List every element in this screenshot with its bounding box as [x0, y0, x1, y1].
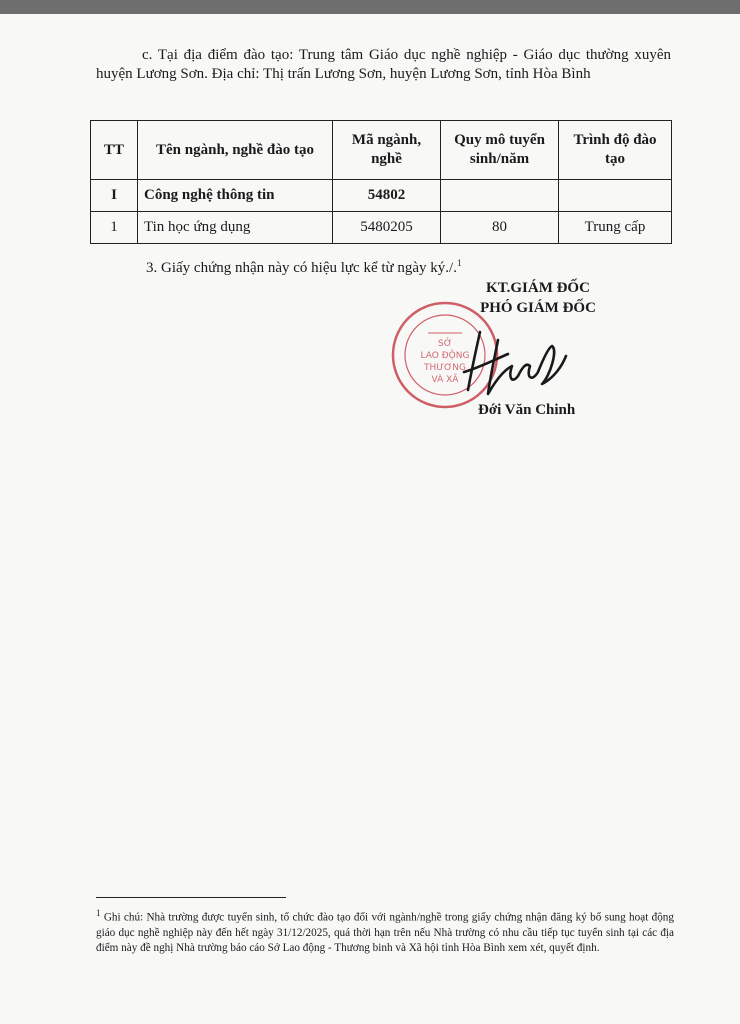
cell-tt: I: [91, 180, 138, 212]
cell-scale: [441, 180, 559, 212]
footnote-separator: [96, 897, 286, 898]
table-row: [91, 212, 672, 244]
svg-text:VÀ XÃ: VÀ XÃ: [431, 375, 459, 385]
svg-text:LAO ĐỘNG: LAO ĐỘNG: [420, 351, 470, 361]
validity-text: 3. Giấy chứng nhận này có hiệu lực kể từ ngày ký./.: [146, 260, 457, 276]
footnote-reference: 1: [456, 258, 462, 268]
footnote-text: Ghi chú: Nhà trường được tuyển sinh, tổ chức đào tạo đối với ngành/nghề trong giấy chứng nhận đăng ký bổ sung hoạt động giáo dục nghề nghiệp này đến hết ngày 31/12/2025, quá thời hạn trên nếu Nhà trường có nhu cầu tiếp tục tuyển sinh tại các địa điểm này đề nghị Nhà trường báo cáo Sở Lao động - Thương binh và Xã hội tỉnh Hòa Bình xem xét, quyết định.: [96, 911, 674, 954]
header-code: Mã ngành, nghề: [333, 121, 441, 180]
cell-scale: 80: [441, 212, 559, 244]
header-tt: TT: [91, 121, 138, 180]
training-table: [90, 120, 672, 244]
cell-name: Tin học ứng dụng: [138, 212, 333, 244]
section-c-paragraph: c. Tại địa điểm đào tạo: Trung tâm Giáo dục nghề nghiệp - Giáo dục thường xuyên huyện Lương Sơn. Địa chỉ: Thị trấn Lương Sơn, huyện Lương Sơn, tỉnh Hòa Bình: [96, 47, 671, 82]
header-name: Tên ngành, nghề đào tạo: [138, 121, 333, 180]
header-level: Trình độ đào tạo: [559, 121, 672, 180]
table-header-row: [91, 121, 672, 180]
header-scale: Quy mô tuyển sinh/năm: [441, 121, 559, 180]
footnote-marker: 1: [96, 908, 101, 918]
cell-level: Trung cấp: [559, 212, 672, 244]
footnote: [96, 906, 674, 956]
scan-top-edge: [0, 0, 740, 14]
table-row: [91, 180, 672, 212]
signer-authority-line1: KT.GIÁM ĐỐC: [486, 280, 590, 296]
cell-code: 54802: [333, 180, 441, 212]
validity-statement: [146, 258, 461, 277]
svg-text:SỞ: SỞ: [438, 339, 452, 349]
svg-text:THƯƠNG: THƯƠNG: [424, 363, 466, 373]
cell-code: 5480205: [333, 212, 441, 244]
cell-name: Công nghệ thông tin: [138, 180, 333, 212]
signer-authority-line2: PHÓ GIÁM ĐỐC: [480, 300, 596, 316]
signer-name: Đới Văn Chinh: [478, 402, 576, 418]
cell-level: [559, 180, 672, 212]
cell-tt: 1: [91, 212, 138, 244]
handwritten-signature: [458, 320, 570, 400]
